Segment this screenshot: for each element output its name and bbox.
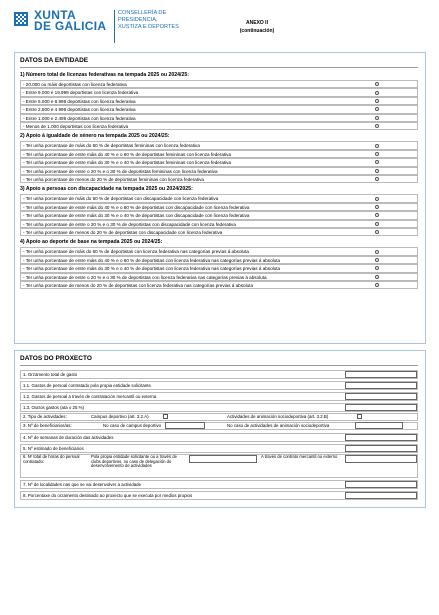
group-2-option-label: - Ter unha porcentaxe de entre máis do 30 % e o 40 % de deportistas femininas con licenza federativa xyxy=(23,160,232,166)
group-1-option-label: - 20.000 ou máis deportistas con licenza federativa xyxy=(23,82,127,87)
outros-gastos-label: 1.3. Outros gastos (ata o 25 %) xyxy=(23,405,85,410)
porcentaxe-medios-propios-label: 8. Porcentaxe do orzamento destinado ao proxecto que se executa por medios propios xyxy=(23,493,193,498)
porcentaxe-medios-propios-input[interactable] xyxy=(345,492,417,499)
group-4-option-radio[interactable] xyxy=(375,258,379,262)
group-1-option-row xyxy=(20,105,418,113)
logo-line1: XUNTA xyxy=(34,8,76,22)
dept-line3: XUSTIZA E DEPORTES xyxy=(118,24,179,30)
group-3-heading: 3) Apoio a persoas con discapacidade na tempada 2025 ou 2024/2025: xyxy=(20,186,193,193)
dept-line2: PRESIDENCIA, xyxy=(118,17,158,23)
annex-title: ANEXO II xyxy=(246,20,268,26)
group-3-option-row xyxy=(20,220,418,228)
beneficiarios-label: 3. Nº de beneficiarios/as: xyxy=(23,423,72,428)
group-4-heading: 4) Apoio ao deporte de base na tempada 2025 ou 2024/25: xyxy=(20,239,163,246)
group-3-option-label: - Ter unha porcentaxe de máis do 60 % de deportistas con discapacidade con licenza federativa xyxy=(23,196,219,202)
group-3-option-label: - Ter unha porcentaxe de entre máis do 40 % e o 60 % de deportistas con discapacidade con licenza federativa xyxy=(23,204,250,210)
proxecto-section xyxy=(14,350,426,508)
group-1-option-label: - Entre 2.500 e 4.999 deportistas con licenza federativa xyxy=(23,107,136,113)
group-3-option-label: - Ter unha porcentaxe de entre o 20 % e o 30 % de deportistas con discapacidade con licenza federativa xyxy=(23,221,236,227)
group-2-option-label: - Ter unha porcentaxe de entre máis do 40 % e o 60 % de deportistas femininas con licenza federativa xyxy=(23,151,232,157)
horas-contrato-externo-label: A través de contrato mercantil ou externo xyxy=(261,454,338,459)
xunta-logo-text xyxy=(34,10,106,32)
gastos-persoal-propio-input[interactable] xyxy=(345,382,417,389)
gastos-persoal-propio-label: 1.1. Gastos de persoal contratado pola propia entidade solicitante xyxy=(23,383,151,388)
outros-gastos-input[interactable] xyxy=(345,404,417,411)
group-4-option-radio[interactable] xyxy=(375,275,379,279)
animacion-sociodeportiva-label: Actividades de animación sociodeportiva (art. 3.2.B) xyxy=(227,414,329,419)
group-1-option-label: - Entre 5.000 e 8.999 deportistas con licenza federativa xyxy=(23,98,136,104)
group-2-option-row xyxy=(20,150,418,158)
orzamento-total-label: 1. Orzamento total de gasto xyxy=(23,372,78,377)
semanas-duracion-label: 4. Nº de semanas de duración das actividades xyxy=(23,435,114,440)
beneficiarios-campus-label: No caso de campus deportivo xyxy=(103,423,162,428)
group-4-option-label: - Ter unha porcentaxe de menos do 20 % de deportistas con licenza federativa nas categorías previas á absoluta xyxy=(23,283,253,288)
logo-divider xyxy=(114,10,115,43)
semanas-duracion-input[interactable] xyxy=(345,434,417,441)
group-4-option-row xyxy=(20,264,418,272)
beneficiarios-animacion-input[interactable] xyxy=(355,422,403,429)
group-4-option-row xyxy=(20,256,418,264)
page-header xyxy=(14,10,425,50)
group-2-option-radio[interactable] xyxy=(375,169,379,173)
group-1-option-row xyxy=(20,80,418,88)
group-1-option-radio[interactable] xyxy=(375,91,379,95)
group-2-option-label: - Ter unha porcentaxe de entre o 20 % e o 30 % de deportistas femininas con licenza federativa xyxy=(23,168,218,174)
group-3-option-label: - Ter unha porcentaxe de menos do 20 % de deportistas con discapacidade con licenza federativa xyxy=(23,230,223,235)
orzamento-total-input[interactable] xyxy=(345,371,417,378)
group-2-option-radio[interactable] xyxy=(375,152,379,156)
group-4-option-radio[interactable] xyxy=(375,250,379,254)
group-1-option-label: - Entre 1.000 e 2.499 deportistas con licenza federativa xyxy=(23,115,136,121)
entidade-title-rule xyxy=(20,67,418,68)
horas-persoal-label: 6. Nº total de horas do persoal contratado: xyxy=(23,454,80,464)
group-2-option-row xyxy=(20,175,418,183)
group-2-option-radio[interactable] xyxy=(375,144,379,148)
group-4-option-label: - Ter unha porcentaxe de máis do 60 % de deportistas con licenza federativa nas categorías previas á absoluta xyxy=(23,249,249,255)
group-4-option-label: - Ter unha porcentaxe de entre o 20 % e o 30 % de deportistas con licenza federativa nas categorías previas á absoluta xyxy=(23,274,267,280)
horas-propia-entidade-label: Pola propia entidade solicitante ou a través de clubs deportivos, no caso de delegación do desenvolvemento de actividades xyxy=(91,454,177,469)
group-3-option-radio[interactable] xyxy=(375,222,379,226)
gastos-persoal-externo-label: 1.2. Gastos de persoal a través de contratación mercantil ou externa xyxy=(23,394,157,399)
group-3-option-label: - Ter unha porcentaxe de entre máis do 30 % e o 40 % de deportistas con discapacidade con licenza federativa xyxy=(23,213,250,219)
localidades-input[interactable] xyxy=(345,481,417,488)
group-2-option-label: - Ter unha porcentaxe de máis do 60 % de deportistas femininas con licenza federativa xyxy=(23,143,200,149)
group-1-option-radio[interactable] xyxy=(375,116,379,120)
group-3-option-row xyxy=(20,194,418,202)
group-1-heading: 1) Número total de licenzas federativas na tempada 2025 ou 2024/25: xyxy=(20,72,189,78)
tipo-actividades-label: 2. Tipo de actividades: xyxy=(23,414,67,419)
entidade-title: DATOS DA ENTIDADE xyxy=(20,57,89,64)
horas-contrato-externo-input[interactable] xyxy=(345,455,417,463)
horas-propia-entidade-input[interactable] xyxy=(189,455,257,463)
campus-deportivo-label: Campus deportivo (art. 3.2.A) xyxy=(91,414,149,419)
group-4-option-label: - Ter unha porcentaxe de entre máis do 30 % e o 40 % de deportistas con licenza federativa nas categorías previas á absoluta xyxy=(23,266,281,272)
group-3-option-row xyxy=(20,203,418,211)
group-4-option-row xyxy=(20,247,418,255)
gastos-persoal-externo-input[interactable] xyxy=(345,393,417,400)
group-3-option-row xyxy=(20,228,418,236)
department-name xyxy=(118,10,179,31)
group-4-option-row xyxy=(20,273,418,281)
group-3-option-radio[interactable] xyxy=(375,205,379,209)
group-1-option-row xyxy=(20,97,418,105)
group-4-option-label: - Ter unha porcentaxe de entre máis do 40 % e o 60 % de deportistas con licenza federativa nas categorías previas á absoluta xyxy=(23,257,281,263)
group-2-option-row xyxy=(20,167,418,175)
group-2-option-label: - Ter unha porcentaxe de menos do 20 % de deportistas femininas con licenza federativa xyxy=(23,177,204,182)
annex-heading xyxy=(232,19,282,35)
group-1-option-row xyxy=(20,122,418,130)
group-1-option-label: - Entre 9.000 e 19.999 deportistas con licenza federativa xyxy=(23,90,139,96)
group-2-option-row xyxy=(20,158,418,166)
campus-deportivo-checkbox[interactable] xyxy=(163,414,168,419)
annex-subtitle: (continuación) xyxy=(239,28,275,34)
beneficiarios-estimado-input[interactable] xyxy=(345,445,417,452)
dept-line1: CONSELLERÍA DE xyxy=(118,10,167,16)
group-4-option-row xyxy=(20,281,418,289)
group-1-option-radio[interactable] xyxy=(375,99,379,103)
logo-line2: DE GALICIA xyxy=(34,19,107,33)
group-2-heading: 2) Apoio á igualdade de xénero na tempada 2025 ou 2024/25: xyxy=(20,133,170,140)
beneficiarios-estimado-label: 5. Nº estimado de beneficiarios xyxy=(23,446,84,451)
proxecto-title-rule xyxy=(20,365,418,366)
group-1-option-label: - Menos de 1.000 deportistas con licenza federativa xyxy=(23,124,129,129)
localidades-label: 7. Nº de localidades nas que se vai desenvolver a actividade xyxy=(23,482,142,487)
group-3-option-row xyxy=(20,211,418,219)
beneficiarios-campus-input[interactable] xyxy=(165,422,205,429)
group-1-option-row xyxy=(20,88,418,96)
group-1-option-row xyxy=(20,114,418,122)
entidade-section xyxy=(14,52,426,344)
group-2-option-row xyxy=(20,141,418,149)
beneficiarios-animacion-label: No caso de actividades de animación sociodeportiva xyxy=(227,423,330,428)
group-3-option-radio[interactable] xyxy=(375,197,379,201)
animacion-sociodeportiva-checkbox[interactable] xyxy=(357,414,362,419)
proxecto-title: DATOS DO PROXECTO xyxy=(20,355,92,362)
xunta-logo-icon xyxy=(14,12,28,26)
